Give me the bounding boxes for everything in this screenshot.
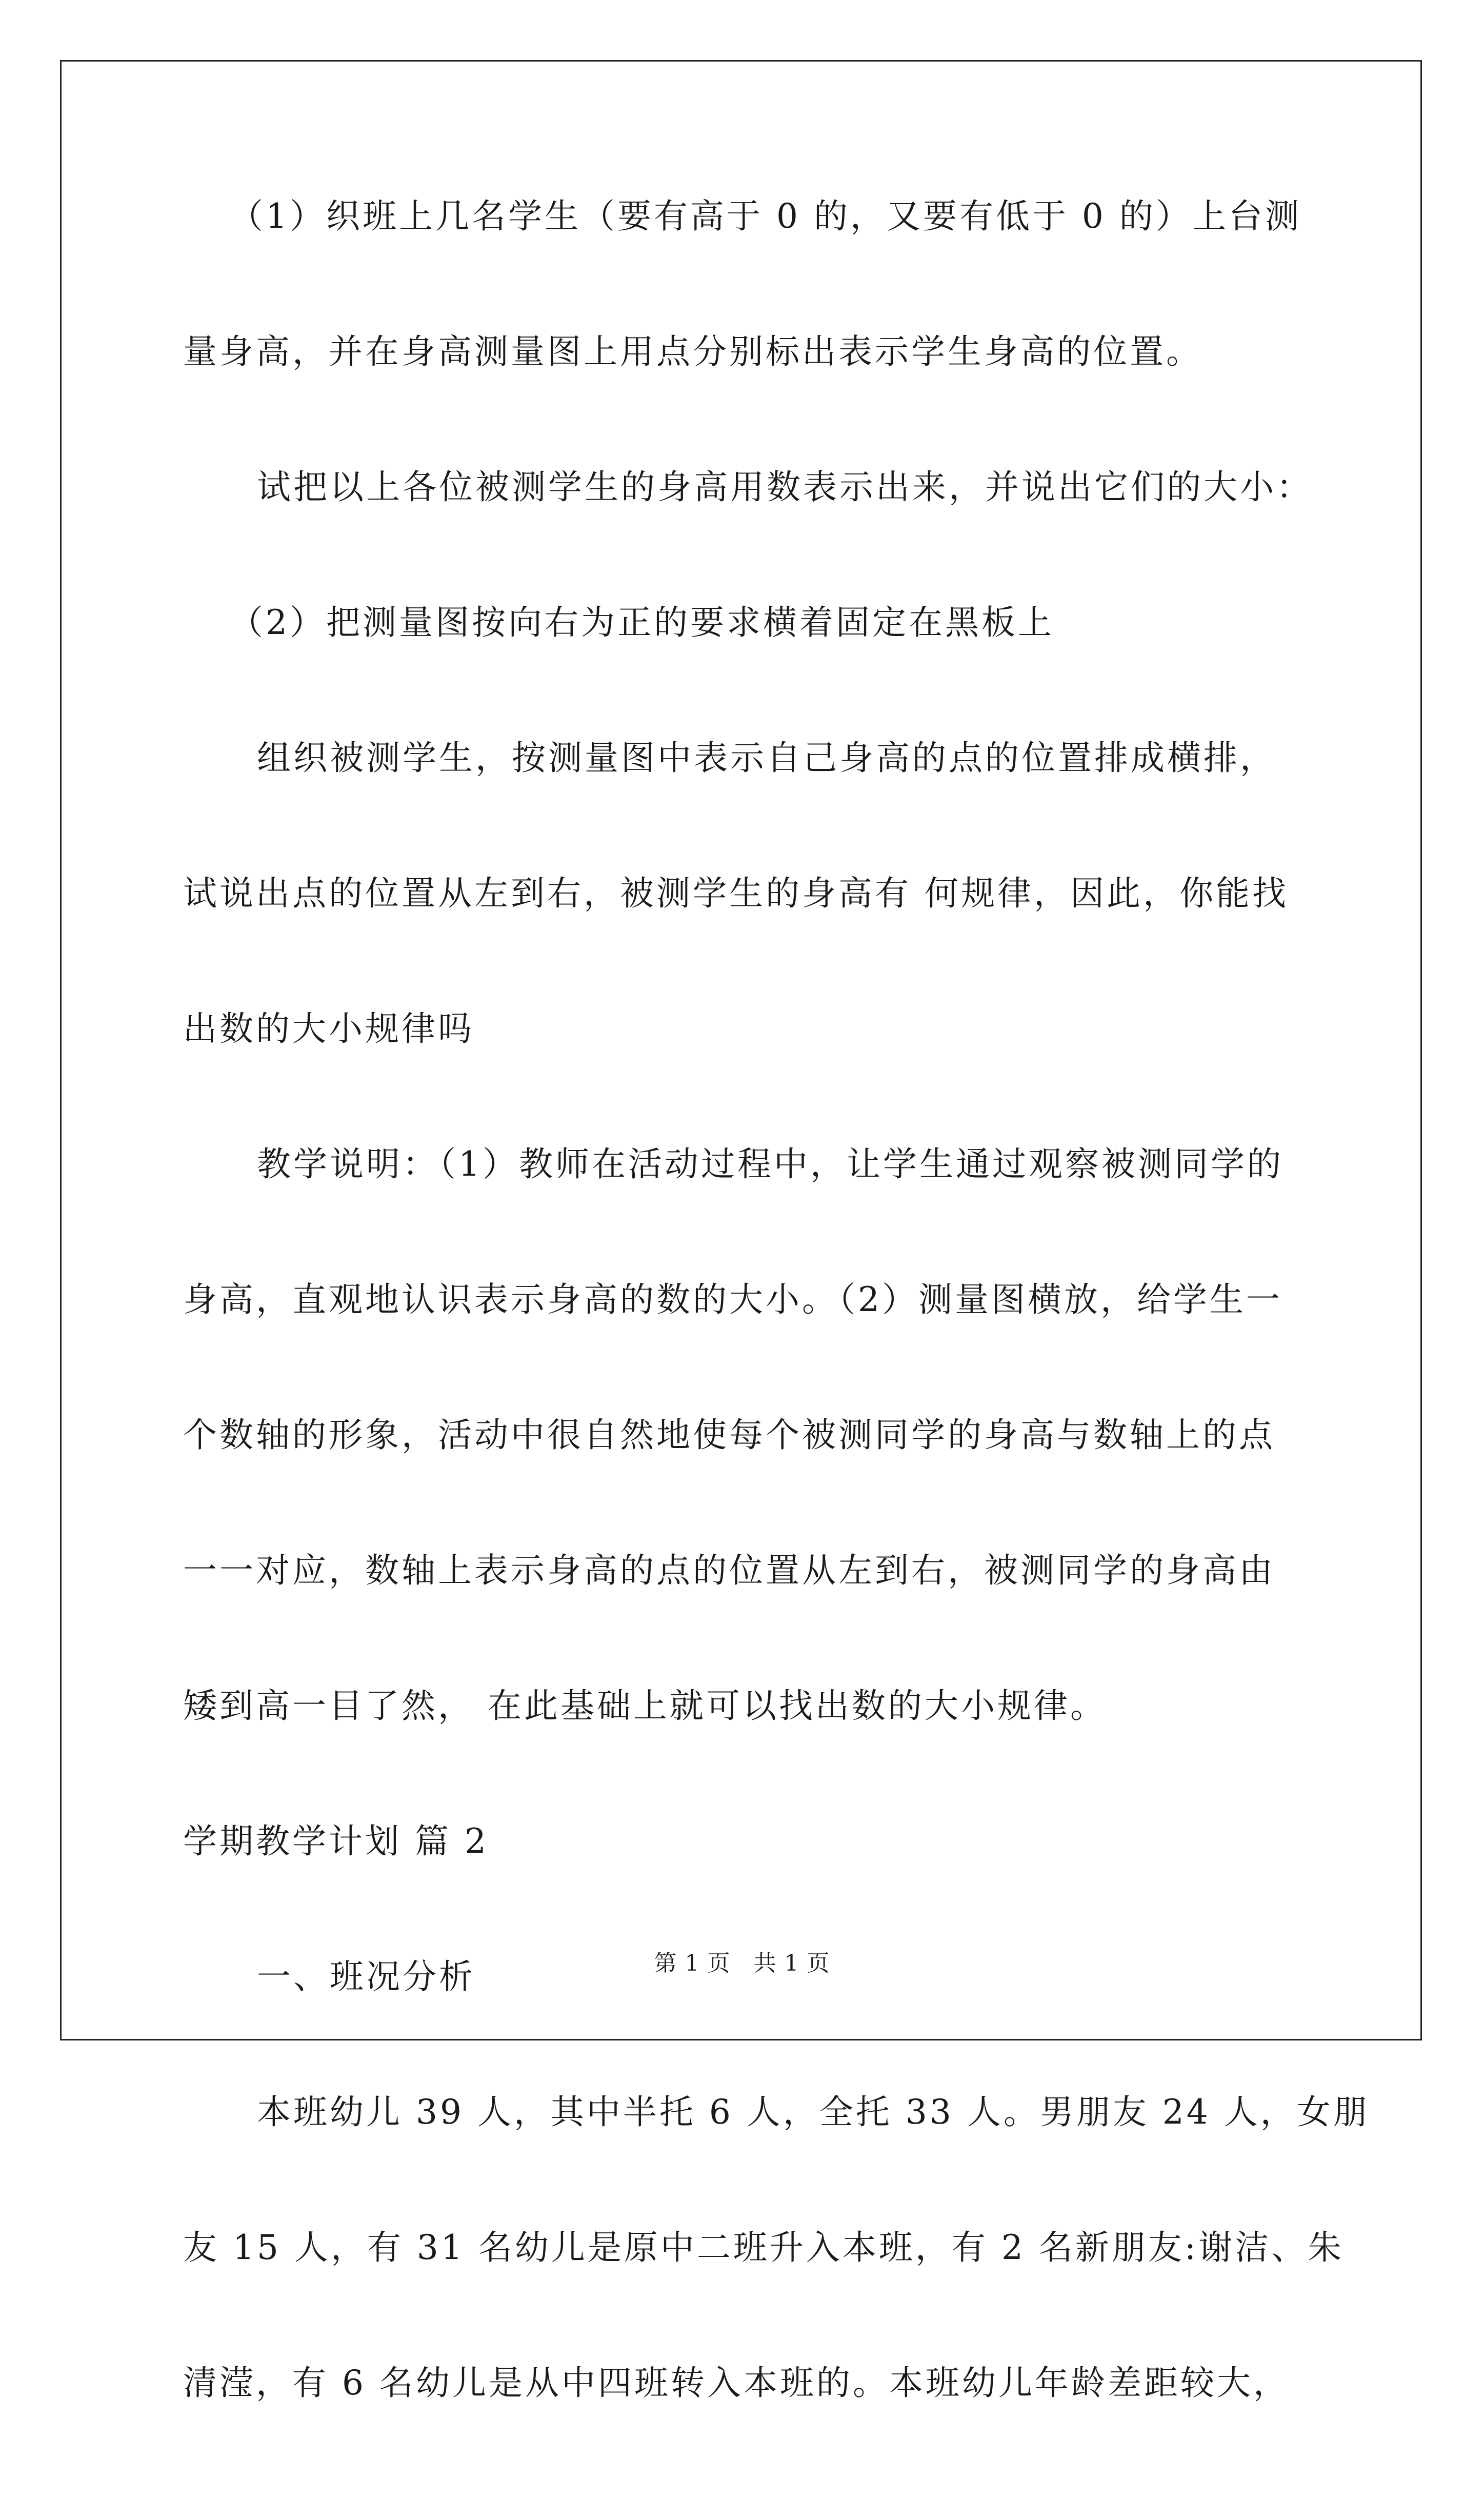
text-line: 清滢，有 6 名幼儿是从中四班转入本班的。本班幼儿年龄差距较大， — [183, 2363, 1290, 2403]
text-line: 组织被测学生，按测量图中表示自己身高的点的位置排成横排， — [257, 738, 1276, 778]
paragraph-question — [183, 466, 1313, 509]
text-line: 量身高，并在身高测量图上用点分别标出表示学生身高的位置。 — [183, 332, 1202, 371]
text-line: 试说出点的位置从左到右，被测学生的身高有 何规律，因此，你能找 — [183, 874, 1289, 913]
text-line: 身高，直观地认识表示身高的数的大小。（2）测量图横放，给学生一 — [183, 1280, 1282, 1319]
text-line: （1）织班上几名学生（要有高于 0 的，又要有低于 0 的）上台测 — [229, 196, 1301, 236]
text-line: 矮到高一目了然， 在此基础上就可以找出数的大小规律。 — [183, 1686, 1107, 1726]
paragraph-teaching-notes — [183, 1143, 1301, 1728]
text-line: 教学说明：（1）教师在活动过程中，让学生通过观察被测同学的 — [257, 1144, 1284, 1184]
text-line: 出数的大小规律吗 — [183, 1009, 474, 1048]
subsection-title: 一、班况分析 — [257, 1957, 475, 1996]
paragraph-activity-2 — [183, 601, 1301, 644]
paragraph-activity-1 — [183, 195, 1301, 373]
text-line: 个数轴的形象，活动中很自然地使每个被测同学的身高与数轴上的点 — [183, 1415, 1275, 1455]
page-footer: 第 1 页 共 1 页 — [654, 1950, 830, 1976]
section-title: 学期教学计划 篇 2 — [183, 1821, 489, 1861]
text-line: 本班幼儿 39 人，其中半托 6 人，全托 33 人。男朋友 24 人，女朋 — [257, 2092, 1370, 2132]
paragraph-class-analysis — [183, 2091, 1370, 2405]
document-body — [183, 195, 1370, 2497]
text-line: 试把以上各位被测学生的身高用数表示出来，并说出它们的大小： — [257, 467, 1313, 507]
section-heading — [183, 1820, 1301, 1863]
paragraph-organize — [183, 737, 1301, 1051]
text-line: 友 15 人，有 31 名幼儿是原中二班升入本班，有 2 名新朋友:谢洁、朱 — [183, 2228, 1345, 2267]
text-line: 一一对应，数轴上表示身高的点的位置从左到右，被测同学的身高由 — [183, 1551, 1275, 1590]
text-line: （2）把测量图按向右为正的要求横着固定在黑板上 — [229, 603, 1054, 642]
